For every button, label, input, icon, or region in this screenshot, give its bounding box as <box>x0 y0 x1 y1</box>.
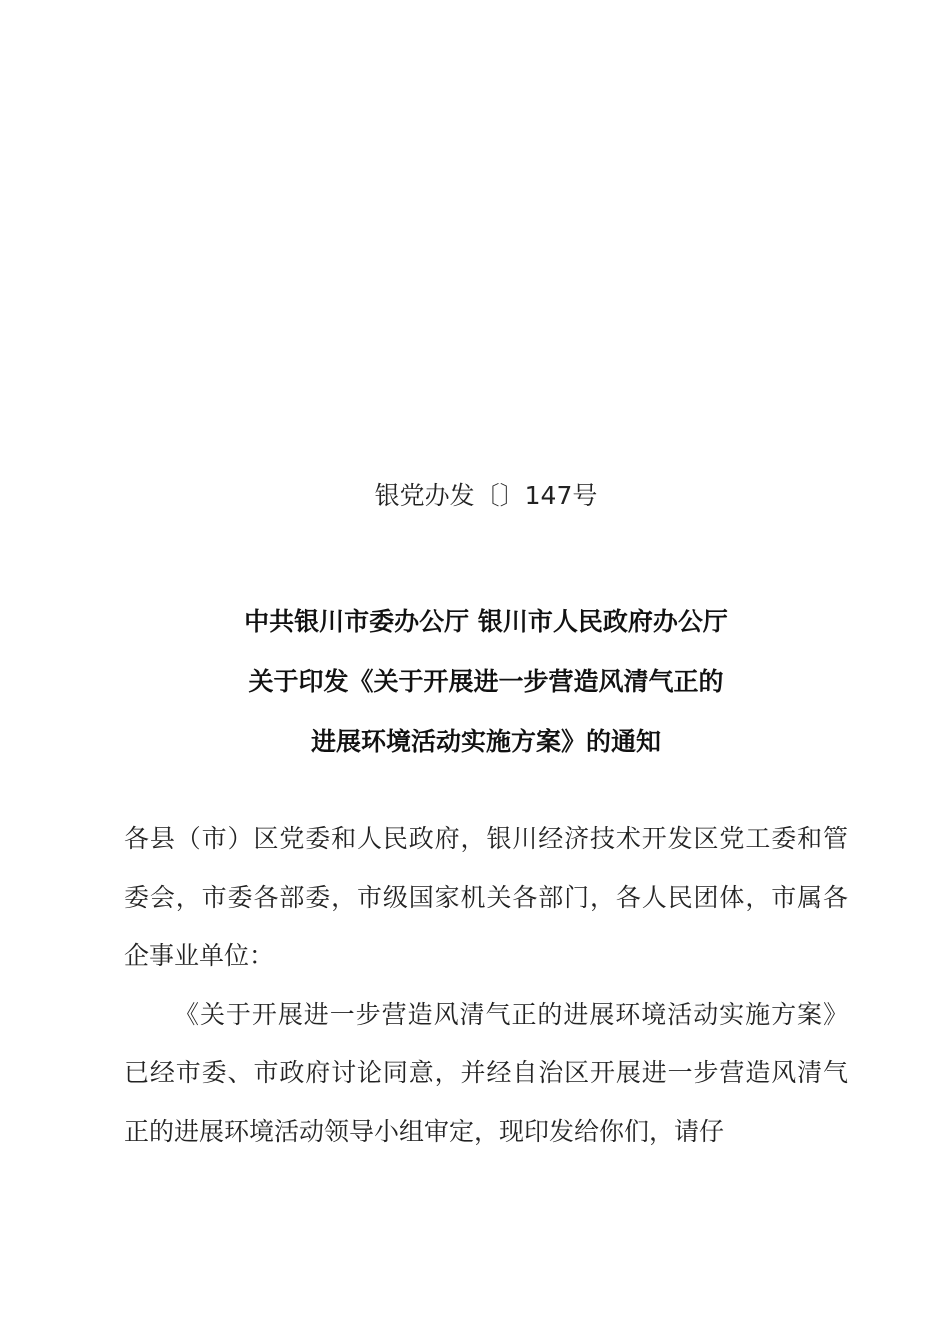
title-line-2: 关于印发《关于开展进一步营造风清气正的 <box>248 667 724 696</box>
salutation-paragraph: 各县（市）区党委和人民政府，银川经济技术开发区党工委和管委会，市委各部委，市级国家机关各部门，各人民团体，市属各企事业单位： <box>124 824 848 970</box>
title-line-3: 进展环境活动实施方案》的通知 <box>310 727 661 756</box>
body-paragraph: 《关于开展进一步营造风清气正的进展环境活动实施方案》已经市委、市政府讨论同意，并经自治区开展进一步营造风清气正的进展环境活动领导小组审定，现印发给你们，请仔 <box>124 999 848 1146</box>
document-title <box>0 604 950 784</box>
title-line-1: 中共银川市委办公厅 银川市人民政府办公厅 <box>244 607 728 636</box>
document-body <box>124 810 848 1161</box>
document-number: 银党办发〔〕147号 <box>374 481 598 510</box>
